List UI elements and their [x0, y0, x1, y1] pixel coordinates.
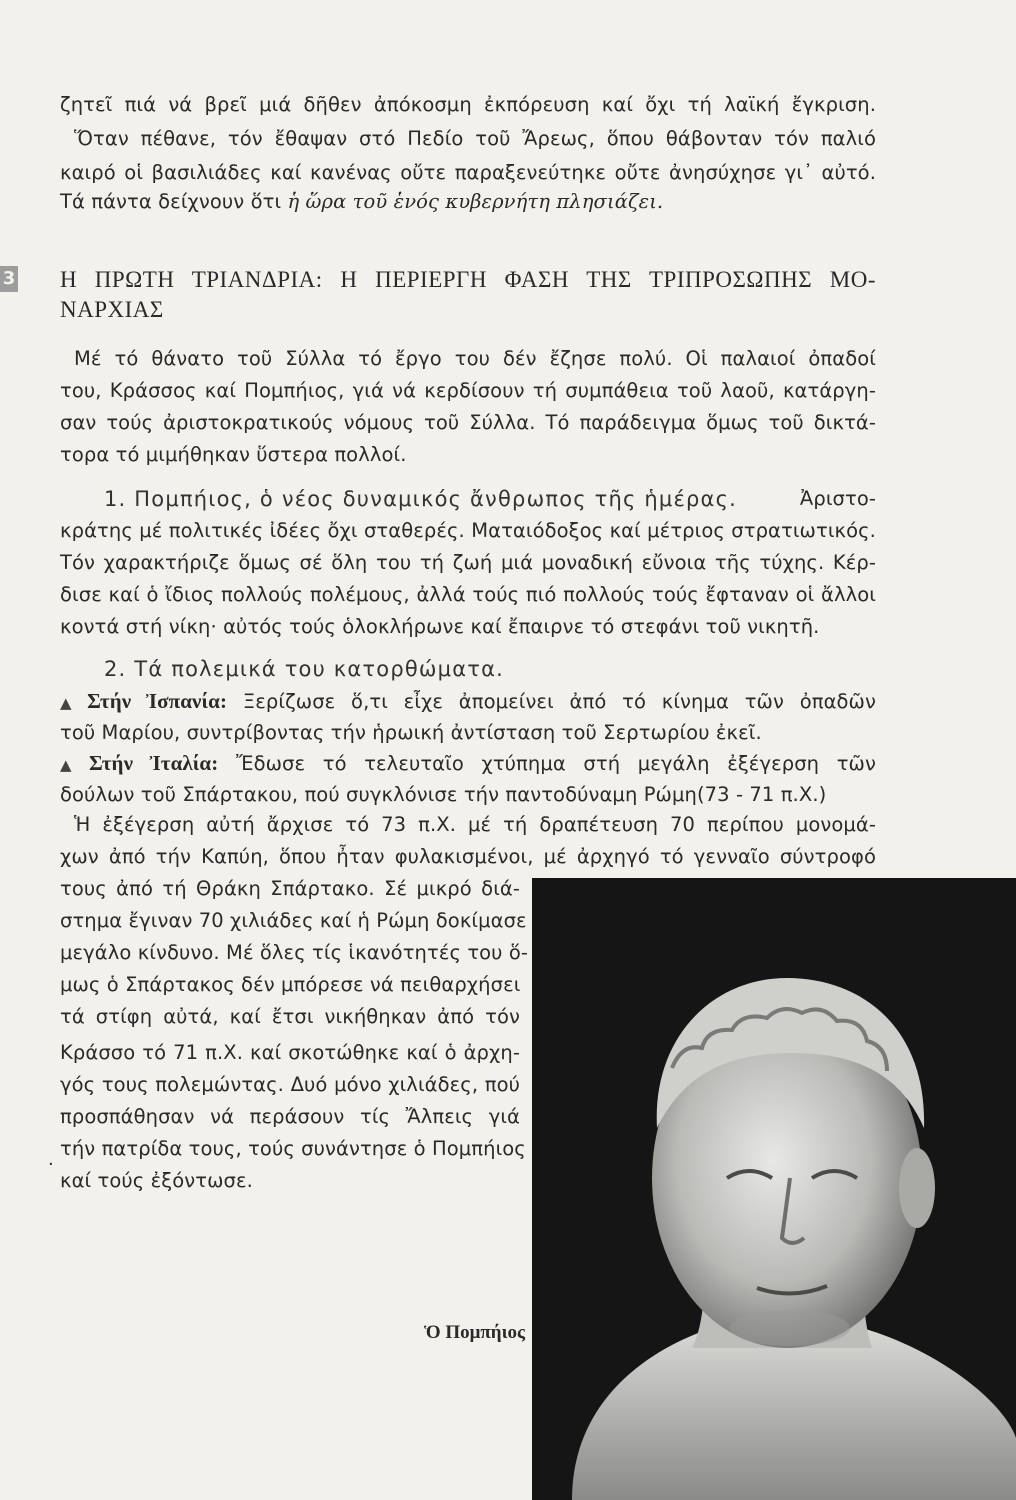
revolt-line-1: Ἡ ἐξέγερση αὐτή ἄρχισε τό 73 π.Χ. μέ τή δραπέτευση 70 περίπου μονομά-: [74, 813, 876, 836]
revolt-line-12: καί τούς ἐξόντωσε.: [60, 1169, 253, 1192]
intro-line-4: [60, 185, 876, 219]
stray-dot: .: [48, 1149, 54, 1170]
revolt-line-5: μεγάλο κίνδυνο. Μέ ὅλες τίς ἱκανότητές του ὅ-: [60, 941, 529, 964]
revolt-line-2: χων ἀπό τήν Καπύη, ὅπου ἦταν φυλακισμένοι, μέ ἀρχηγό τό γενναῖο σύντροφό: [60, 845, 876, 868]
revolt-line-10: προσπάθησαν νά περάσουν τίς Ἄλπεις γιά: [60, 1105, 520, 1128]
section-2-title: 2. Τά πολεμικά του κατορθώματα.: [104, 657, 505, 681]
revolt-line-3: τους ἀπό τή Θράκη Σπάρτακο. Σέ μικρό διά-: [60, 877, 520, 900]
section-1-line-4: δισε καί ὁ ἴδιος πολλούς πολέμους, ἀλλά τούς πιό πολλούς τούς ἔφταναν οἱ ἄλλοι: [60, 583, 876, 606]
p1-line-1: Μέ τό θάνατο τοῦ Σύλλα τό ἔργο του δέν ἔζησε πολύ. Οἱ παλαιοί ὀπαδοί: [74, 347, 876, 370]
section-1-line-5: κοντά στή νίκη· αὐτός τούς ὁλοκλήρωνε καί ἔπαιρνε τό στεφάνι τοῦ νικητῆ.: [60, 615, 820, 638]
section-1-line-1: [104, 482, 876, 517]
spain-label: Στήν Ἰσπανία:: [87, 689, 228, 713]
p1-line-4: τορα τό μιμήθηκαν ὕστερα πολλοί.: [60, 443, 407, 466]
triangle-bullet-icon: ▲: [60, 694, 82, 712]
section-1-line-1-rest: Ἀριστο-: [799, 487, 876, 510]
intro-line-1: ζητεῖ πιά νά βρεῖ μιά δῆθεν ἀπόκοσμη ἐκπόρευση καί ὄχι τή λαϊκή ἔγκριση.: [60, 93, 876, 116]
chapter-heading-line-2: ΝΑΡΧΙΑΣ: [60, 297, 164, 322]
italy-line-1: [60, 746, 876, 782]
revolt-line-6: μως ὁ Σπάρτακος δέν μπόρεσε νά πειθαρχήσει: [60, 973, 521, 996]
revolt-line-7: τά στίφη αὐτά, καί ἔτσι νικήθηκαν ἀπό τόν: [60, 1005, 520, 1028]
pompey-bust-photo: [532, 878, 1016, 1500]
p1-line-3: σαν τούς ἀριστοκρατικούς νόμους τοῦ Σύλλα. Τό παράδειγμα ὅμως τοῦ δικτά-: [60, 411, 876, 434]
intro-line-3: καιρό οἱ βασιλιάδες καί κανένας οὔτε παραξενεύτηκε οὔτε ἀνησύχησε γι᾽ αὐτό.: [60, 161, 876, 184]
spain-line-1: [60, 684, 876, 720]
revolt-line-11: τήν πατρίδα τους, τούς συνάντησε ὁ Πομπήιος: [60, 1137, 526, 1160]
intro-line-4-text: Τά πάντα δείχνουν ὅτι: [60, 190, 288, 213]
italy-line-1-text: Ἔδωσε τό τελευταῖο χτύπημα στή μεγάλη ἐξέγερση τῶν: [235, 752, 876, 775]
triangle-bullet-icon: ▲: [60, 756, 83, 774]
intro-line-2: Ὅταν πέθανε, τόν ἔθαψαν στό Πεδίο τοῦ Ἄρεως, ὅπου θάβονταν τόν παλιό: [74, 127, 876, 150]
section-1-title: 1. Πομπήιος, ὁ νέος δυναμικός ἄνθρωπος τῆς ἡμέρας.: [104, 487, 737, 511]
italy-label: Στήν Ἰταλία:: [88, 751, 219, 775]
chapter-number-badge: 3: [0, 266, 18, 292]
section-1-line-3: Τόν χαρακτήριζε ὅμως σέ ὅλη του τή ζωή μιά μοναδική εὔνοια τῆς τύχης. Κέρ-: [60, 551, 876, 574]
spain-line-1-text: Ξερίζωσε ὅ,τι εἶχε ἀπομείνει ἀπό τό κίνημα τῶν ὀπαδῶν: [242, 690, 876, 713]
bust-illustration: [532, 878, 1016, 1500]
italy-line-2: δούλων τοῦ Σπάρτακου, πού συγκλόνισε τήν παντοδύναμη Ρώμη(73 - 71 π.Χ.): [60, 783, 827, 806]
p1-line-2: του, Κράσσος καί Πομπήιος, γιά νά κερδίσουν τή συμπάθεια τοῦ λαοῦ, κατάργη-: [60, 379, 876, 402]
revolt-line-9: γός τους πολεμώντας. Δυό μόνο χιλιάδες, πού: [60, 1073, 520, 1096]
figure-caption: Ὁ Πομπήιος: [423, 1322, 525, 1343]
chapter-heading-line-1: Η ΠΡΩΤΗ ΤΡΙΑΝΔΡΙΑ: Η ΠΕΡΙΕΡΓΗ ΦΑΣΗ ΤΗΣ ΤΡΙΠΡΟΣΩΠΗΣ ΜΟ-: [60, 267, 876, 292]
revolt-line-4: στημα ἔγιναν 70 χιλιάδες καί ἡ Ρώμη δοκίμασε: [60, 909, 527, 932]
section-1-line-2: κράτης μέ πολιτικές ἰδέες ὄχι σταθερές. Ματαιόδοξος καί μέτριος στρατιωτικός.: [60, 519, 876, 542]
spain-line-2: τοῦ Μαρίου, συντρίβοντας τήν ἡρωική ἀντίσταση τοῦ Σερτωρίου ἐκεῖ.: [60, 721, 762, 744]
intro-line-4-italic: ἡ ὥρα τοῦ ἑνός κυβερνήτη πλησιάζει.: [287, 190, 664, 213]
section-2-title-line: [104, 652, 920, 687]
revolt-line-8: Κράσσο τό 71 π.Χ. καί σκοτώθηκε καί ὁ ἀρχη-: [60, 1041, 520, 1064]
